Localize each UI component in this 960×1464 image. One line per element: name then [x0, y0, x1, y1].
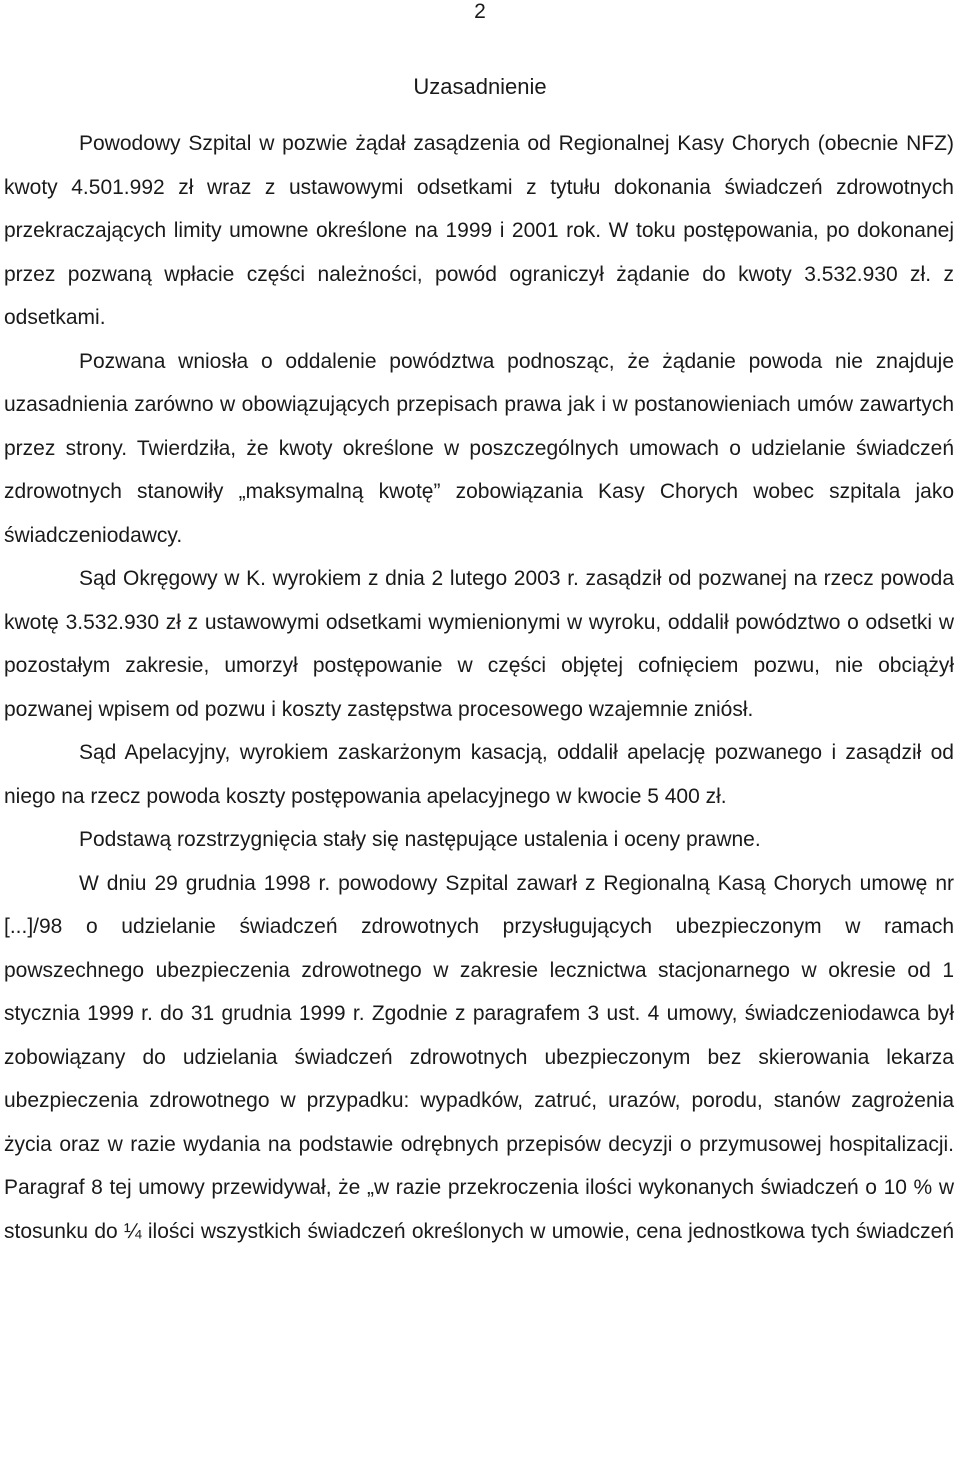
document-body: [4, 122, 954, 1253]
paragraph-basis: Podstawą rozstrzygnięcia stały się następujące ustalenia i oceny prawne.: [79, 828, 761, 851]
paragraph-defense: Pozwana wniosła o oddalenie powództwa podnosząc, że żądanie powoda nie znajduje uzasadnienia zarówno w obowiązujących przepisach prawa jak i w postanowieniach umów zawartych przez strony. Twierdziła, że kwoty określone w poszczególnych umowach o udzielanie świadczeń zdrowotnych stanowiły „maksymalną kwotę” zobowiązania Kasy Chorych wobec szpitala jako świadczeniodawcy.: [4, 349, 954, 547]
document-heading: Uzasadnienie: [413, 74, 547, 99]
paragraph-district-court: Sąd Okręgowy w K. wyrokiem z dnia 2 lutego 2003 r. zasądził od pozwanej na rzecz powoda kwotę 3.532.930 zł z ustawowymi odsetkami wymienionymi w wyroku, oddalił powództwo o odsetki w pozostałym zakresie, umorzył postępowanie w części objętej cofnięciem pozwu, nie obciążył pozwanej wpisem od pozwu i koszty zastępstwa procesowego wzajemnie zniósł.: [4, 567, 954, 721]
page-number: 2: [474, 0, 486, 23]
paragraph-appeal-court: Sąd Apelacyjny, wyrokiem zaskarżonym kasacją, oddalił apelację pozwanego i zasądził od niego na rzecz powoda koszty postępowania apelacyjnego w kwocie 5 400 zł.: [4, 741, 954, 808]
paragraph-contract: W dniu 29 grudnia 1998 r. powodowy Szpital zawarł z Regionalną Kasą Chorych umowę nr [...]/98 o udzielanie świadczeń zdrowotnych przysługujących ubezpieczonym w ramach powszechnego ubezpieczenia zdrowotnego w zakresie lecznictwa stacjonarnego w okresie od 1 stycznia 1999 r. do 31 grudnia 1999 r. Zgodnie z paragrafem 3 ust. 4 umowy, świadczeniodawca był zobowiązany do udzielania świadczeń zdrowotnych ubezpieczonym bez skierowania lekarza ubezpieczenia zdrowotnego w przypadku: wypadków, zatruć, urazów, porodu, stanów zagrożenia życia oraz w razie wydania na podstawie odrębnych przepisów decyzji o przymusowej hospitalizacji. Paragraf 8 tej umowy przewidywał, że „w razie przekroczenia ilości wykonanych świadczeń o 10 % w stosunku do ¼ ilości wszystkich świadczeń określonych w umowie, cena jednostkowa tych świadczeń: [4, 871, 954, 1243]
paragraph-claim: Powodowy Szpital w pozwie żądał zasądzenia od Regionalnej Kasy Chorych (obecnie NFZ) kwoty 4.501.992 zł wraz z ustawowymi odsetkami z tytułu dokonania świadczeń zdrowotnych przekraczających limity umowne określone na 1999 i 2001 rok. W toku postępowania, po dokonanej przez pozwaną wpłacie części należności, powód ograniczył żądanie do kwoty 3.532.930 zł. z odsetkami.: [4, 132, 954, 329]
